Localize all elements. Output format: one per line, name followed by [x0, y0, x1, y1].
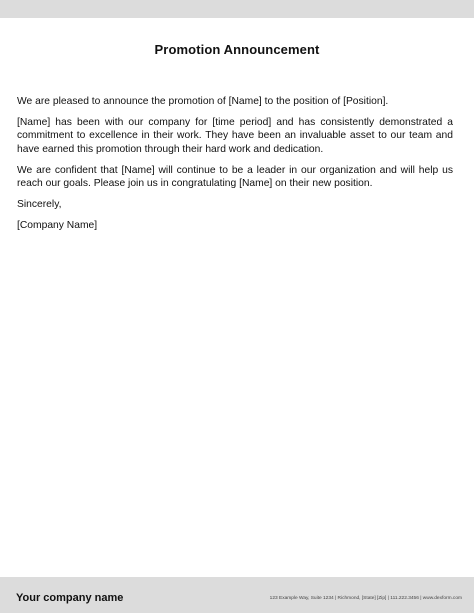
- footer-address: 123 Example Way, Suite 1234 | Richmond, [State] [Zip] | 111.222.3456 | www.dexform.com: [269, 596, 462, 601]
- footer-company-name: Your company name: [16, 592, 124, 604]
- details-paragraph: [Name] has been with our company for [time period] and has consistently demonstrated a commitment to excellence in their work. They have been an invaluable asset to our team and have earned this promotion through their hard work and dedication.: [17, 117, 453, 155]
- closing-paragraph: We are confident that [Name] will continue to be a leader in our organization and will help us reach our goals. Please join us in congratulating [Name] on their new position.: [17, 164, 453, 190]
- header-band: [0, 0, 474, 18]
- sign-off: Sincerely,: [17, 199, 62, 211]
- document-title: Promotion Announcement: [154, 42, 320, 57]
- intro-paragraph: We are pleased to announce the promotion of [Name] to the position of [Position].: [17, 96, 389, 107]
- signature-company-name: [Company Name]: [17, 220, 98, 232]
- letter-body: [17, 95, 453, 241]
